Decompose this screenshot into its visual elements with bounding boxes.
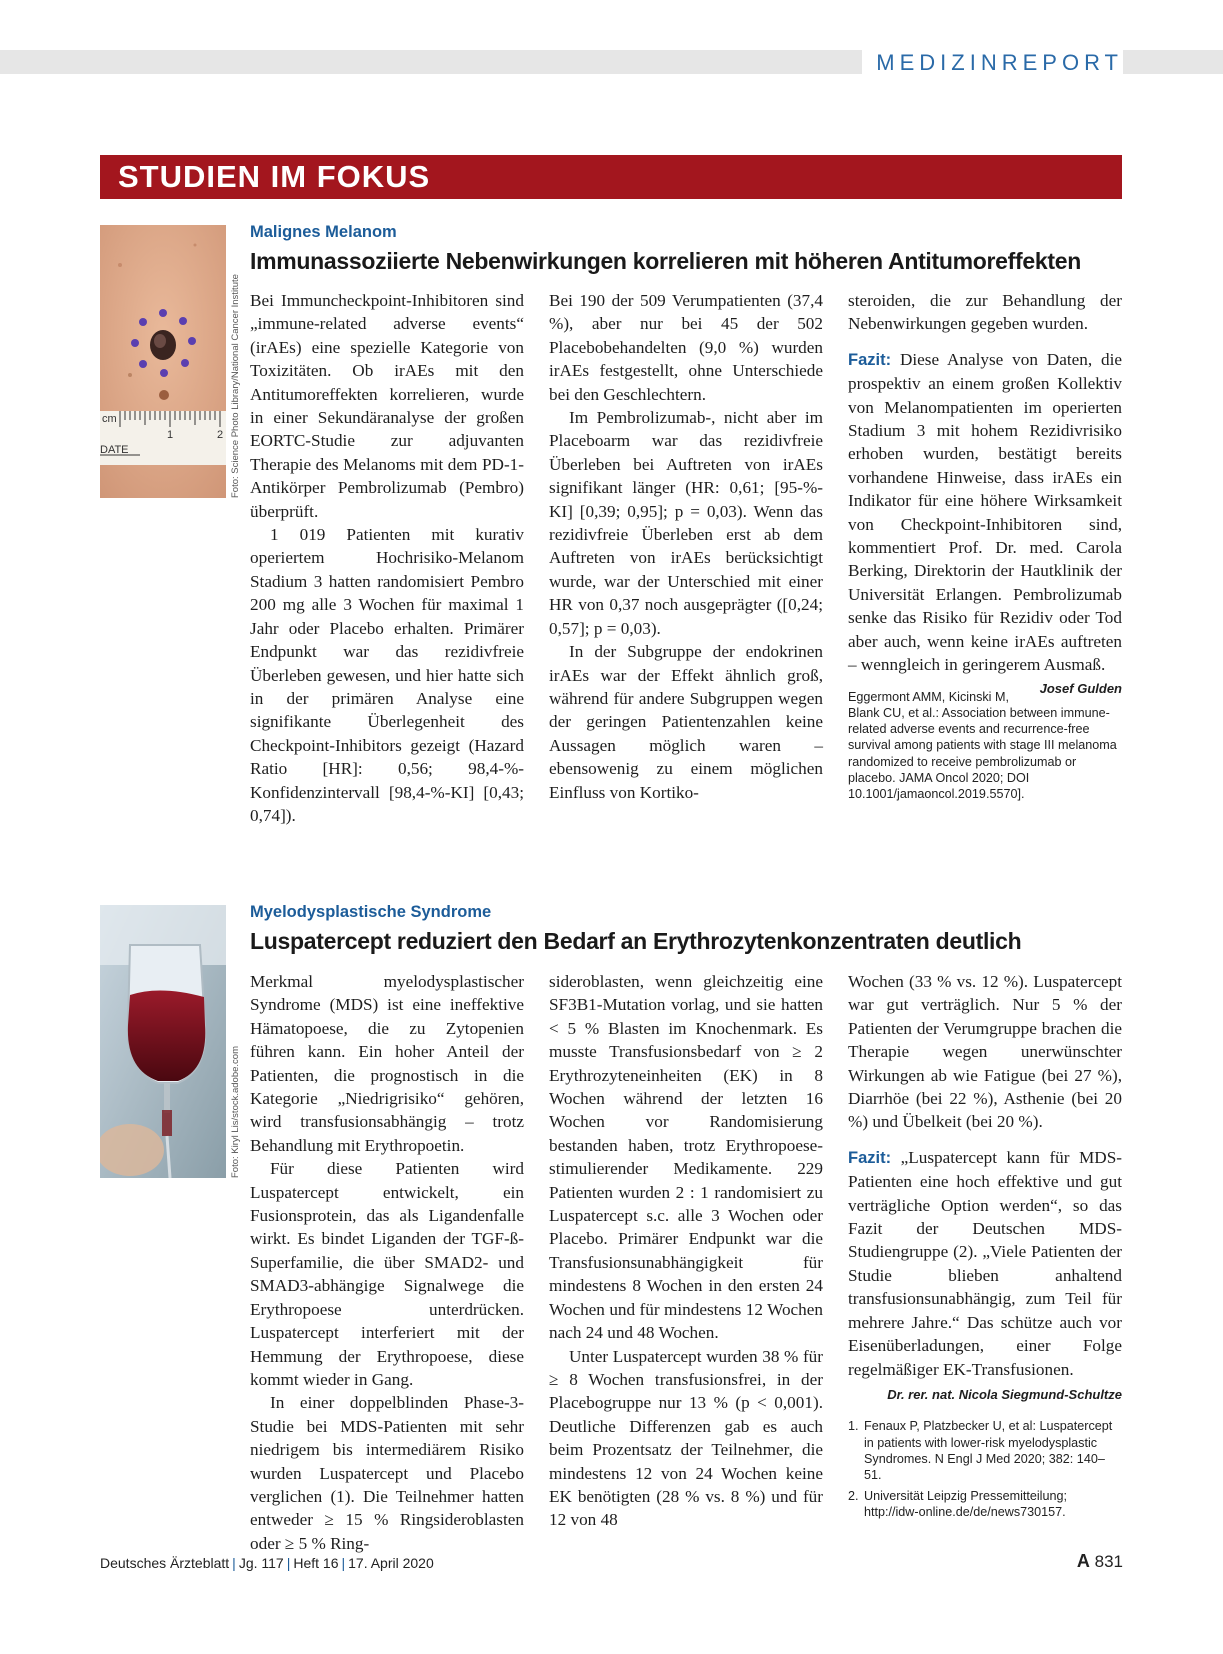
photo-credit: Foto: Science Photo Library/National Cancer Institute (230, 274, 241, 498)
author: Josef Gulden (1039, 680, 1122, 696)
paragraph: Für diese Patienten wird Luspatercept entwickelt, ein Fusionsprotein, das als Ligandenfalle wirkt. Es bindet Liganden der TGF-ß-Superfamilie, die über SMAD2- und SMAD3-abhängige Signalwege die Erythropoese unterdrücken. Luspatercept interferiert mit der Hemmung der Erythropoese, diese kommt wieder in Gang. (250, 1159, 524, 1389)
fazit-paragraph (848, 1146, 1122, 1381)
journal-date: 17. April 2020 (348, 1555, 434, 1571)
journal-volume: Jg. 117 (238, 1555, 284, 1571)
photo-credit: Foto: Kiryl Lis/stock.adobe.com (230, 1046, 241, 1178)
journal-issue: Heft 16 (293, 1555, 339, 1571)
fazit-label: Fazit: (848, 350, 892, 369)
paragraph: 1 019 Patienten mit kurativ operiertem Hochrisiko-Melanom Stadium 3 hatten randomisiert Pembro 200 mg alle 3 Wochen für maximal 1 Jahr oder Placebo erhalten. Primärer Endpunkt war das rezidivfreie Überleben gewesen, und hier hatte sich in der primären Analyse eine signifikante Überlegenheit des Checkpoint-Inhibitors gezeigt (Hazard Ratio [HR]: 0,56; 98,4-%-Konfidenzintervall [98,4-%-KI] [0,43; 0,74]). (250, 525, 524, 825)
reference: Eggermont AMM, Kicinski M, Blank CU, et al.: Association between immune-related adverse events and recurrence-free survival among patients with stage III melanoma randomized to receive pembrolizumab or placebo. JAMA Oncol 2020; DOI 10.1001/jamaoncol.2019.5570]. (848, 689, 1117, 802)
paragraph: Wochen (33 % vs. 12 %). Luspatercept war gut verträglich. Nur 5 % der Patienten der Verumgruppe brachen die Therapie wegen unerwünschter Wirkungen ab wie Fatigue (bei 27 %), Diarrhöe (bei 22 %), Asthenie (bei 20 %) und Übelkeit (bei 20 %). (848, 972, 1122, 1132)
article-headline: Immunassoziierte Nebenwirkungen korrelieren mit höheren Antitumoreffekten (250, 248, 1081, 274)
fazit-text: „Luspatercept kann für MDS-Patienten eine hoch effektive und gut verträgliche Option werden“, so das Fazit der Deutschen MDS-Studiengruppe (2). „Viele Patienten der Studie blieben anhaltend transfusionsunabhängig, zum Teil für mehrere Jahre.“ Das schütze auch vor Eisenüberladungen, einer Folge regelmäßiger EK-Transfusionen. (848, 1147, 1122, 1379)
article-column-1 (250, 970, 524, 1555)
article-kicker: Malignes Melanom (250, 223, 397, 241)
paragraph: sideroblasten, wenn gleichzeitig eine SF3B1-Mutation vorlag, und sie hatten < 5 % Blasten im Knochenmark. Es musste Transfusionsbedarf von ≥ 2 Erythrozyteneinheiten (EK) in 8 Wochen während der letzten 16 Wochen vor Randomisierung bestanden haben, trotz Erythropoese-stimulierender Medikamente. 229 Patienten wurden 2 : 1 randomisiert zu Luspatercept s.c. alle 3 Wochen oder Placebo. Primärer Endpunkt war die Transfusionsunabhängigkeit für mindestens 8 Wochen in den ersten 24 Wochen und für mindestens 12 Wochen nach 24 und 48 Wochen. (549, 972, 823, 1343)
paragraph: In der Subgruppe der endokrinen irAEs war der Effekt ähnlich groß, während für andere Subgruppen wegen der geringen Patientenzahlen keine Aussagen möglich waren – ebensowenig zu einem möglichen Einfluss von Kortiko- (549, 642, 823, 802)
blood-bag-illustration (100, 905, 226, 1178)
paragraph: Bei Immuncheckpoint-Inhibitoren sind „immune-related adverse events“ (irAEs) eine spezielle Kategorie von Toxizitäten. Ob irAEs mit den Antitumoreffekten korrelieren, wurde in einer Sekundäranalyse der großen EORTC-Studie zur adjuvanten Therapie des Melanoms mit dem PD-1-Antikörper Pembrolizumab (Pembro) überprüft. (250, 291, 524, 521)
section-label: MEDIZINREPORT (862, 50, 1123, 74)
page-number: A 831 (1076, 1551, 1123, 1571)
paragraph: Unter Luspatercept wurden 38 % für ≥ 8 Wochen transfusionsfrei, in der Placebogruppe nur 13 % (p < 0,001). Deutliche Differenzen gab es auch beim Prozentsatz der Teilnehmer, die mindestens 12 von 24 Wochen keine EK benötigten (28 % vs. 8 %) und für 12 von 48 (549, 1346, 823, 1530)
paragraph: Im Pembrolizumab-, nicht aber im Placeboarm war das rezidivfreie Überleben bei Auftreten von irAEs signifikant länger (HR: 0,61; [95-%-KI] [0,39; 0,95]; p = 0,03). Wenn das rezidivfreie Überleben erst ab dem Auftreten von irAEs berücksichtigt wurde, war der Unterschied mit einer HR von 0,37 noch ausgeprägter ([0,24; 0,57]; p = 0,03). (549, 408, 823, 638)
reference-list (848, 1418, 1122, 1520)
reference-item: 2. Universität Leipzig Pressemitteilung; http://idw-online.de/de/news730157. (848, 1488, 1067, 1519)
fazit-paragraph (848, 348, 1122, 696)
fazit-text: Diese Analyse von Daten, die prospektiv an einem großen Kollektiv von Melanompatienten im operierten Stadium 3 mit hohem Rezidivrisiko erhoben wurden, bestätigt bereits vorhandene Hinweise, dass irAEs ein Indikator für eine höhere Wirksamkeit von Checkpoint-Inhibitoren sind, kommentiert Prof. Dr. med. Carola Berking, Direktorin der Hautklinik der Universität Erlangen. Pembrolizumab senke das Risiko für Rezidiv oder Tod aber auch, wenn keine irAEs auftreten – wenngleich in geringerem Ausmaß. (848, 349, 1122, 675)
transfusion-photo (100, 905, 226, 1178)
paragraph: Merkmal myelodysplastischer Syndrome (MDS) ist eine ineffektive Hämatopoese, die zu Zytopenien führen kann. Ein hoher Anteil der Patienten, die prognostisch in die Kategorie „Niedrigrisiko“ gehören, wird transfusionsabhängig – trotz Behandlung mit Erythropoetin. (250, 972, 524, 1155)
footer: Deutsches Ärzteblatt | Jg. 117 | Heft 16 | 17. April 2020 (100, 1555, 434, 1571)
article-column-3 (848, 970, 1122, 1524)
section-banner: STUDIEN IM FOKUS (100, 155, 1122, 199)
fazit-label: Fazit: (848, 1148, 892, 1167)
article-column-3 (848, 289, 1122, 803)
ruler-tick-2: 2 (217, 429, 224, 441)
article-column-2 (549, 289, 823, 804)
paragraph: In einer doppelblinden Phase-3-Studie bei MDS-Patienten mit sehr niedrigem bis intermediärem Risiko wurden Luspatercept und Placebo verglichen (1). Die Teilnehmer hatten entweder ≥ 15 % Ringsideroblasten oder ≥ 5 % Ring- (250, 1393, 524, 1553)
ruler-cm-label: cm (102, 413, 117, 425)
journal-name: Deutsches Ärzteblatt (100, 1555, 230, 1571)
article-headline: Luspatercept reduziert den Bedarf an Erythrozytenkonzentraten deutlich (250, 928, 1022, 954)
author: Dr. rer. nat. Nicola Siegmund-Schultze (887, 1386, 1122, 1402)
ruler-tick-1: 1 (167, 429, 174, 441)
article-column-1 (250, 289, 524, 827)
melanoma-illustration (100, 225, 226, 498)
paragraph: Bei 190 der 509 Verumpatienten (37,4 %), aber nur bei 45 der 502 Placebobehandelten (9,0 %) wurden irAEs festgestellt, ohne Unterschiede bei den Geschlechtern. (549, 291, 823, 404)
melanoma-photo (100, 225, 226, 498)
paragraph: steroiden, die zur Behandlung der Nebenwirkungen gegeben wurden. (848, 291, 1122, 334)
ruler-date-label: DATE (100, 444, 129, 456)
reference-item: 1. Fenaux P, Platzbecker U, et al: Luspatercept in patients with lower-risk myelodysplastic Syndromes. N Engl J Med 2020; 382: 140–51. (848, 1419, 1113, 1483)
article-column-2 (549, 970, 823, 1532)
article-kicker: Myelodysplastische Syndrome (250, 903, 492, 921)
